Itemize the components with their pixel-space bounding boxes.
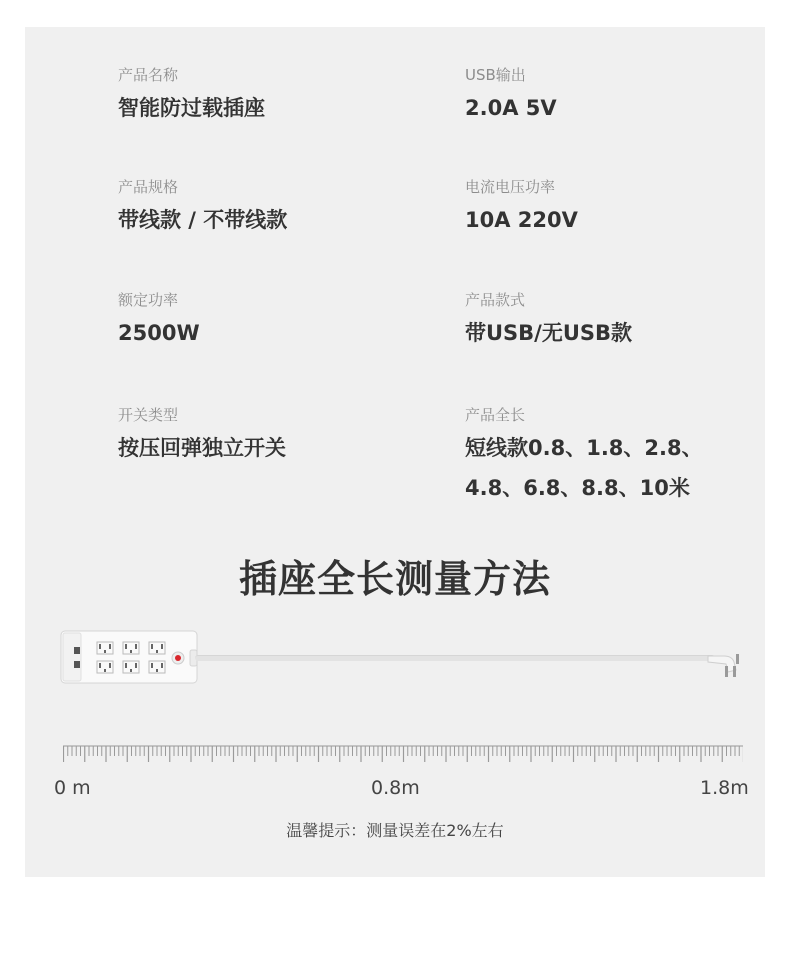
power-strip-illustration — [60, 630, 198, 684]
spec-label: 开关类型 — [118, 406, 179, 424]
spec-rated-power — [118, 290, 200, 346]
spec-value: 智能防过载插座 — [118, 96, 265, 120]
spec-label: USB输出 — [465, 66, 526, 84]
scale-label-start: 0 m — [54, 777, 91, 799]
spec-switch-type — [118, 405, 286, 461]
scale-label-mid: 0.8m — [371, 777, 420, 799]
spec-total-length — [465, 405, 703, 501]
measure-title: 插座全长测量方法 — [238, 557, 551, 601]
measure-note: 温馨提示：测量误差在2%左右 — [286, 821, 504, 840]
scale-label-end: 1.8m — [700, 777, 749, 799]
spec-label: 产品全长 — [465, 406, 526, 424]
spec-label: 产品名称 — [118, 66, 179, 84]
spec-value: 10A 220V — [465, 208, 578, 232]
ruler-scale — [63, 738, 743, 768]
spec-usb-output — [465, 65, 557, 121]
spec-label: 产品款式 — [465, 291, 526, 309]
spec-product-name — [118, 65, 265, 121]
spec-label: 产品规格 — [118, 178, 179, 196]
spec-label: 额定功率 — [118, 291, 179, 309]
spec-value-line2: 4.8、6.8、8.8、10米 — [465, 476, 690, 500]
spec-value: 2500W — [118, 321, 200, 345]
power-cord — [195, 655, 715, 661]
spec-value: 带USB/无USB款 — [465, 321, 633, 345]
spec-value: 带线款 / 不带线款 — [118, 208, 288, 232]
plug-icon — [706, 648, 748, 680]
spec-current-voltage — [465, 177, 578, 233]
spec-value: 短线款0.8、1.8、2.8、 — [465, 436, 703, 460]
spec-value: 按压回弹独立开关 — [118, 436, 286, 460]
spec-product-spec — [118, 177, 287, 233]
spec-product-style — [465, 290, 632, 346]
spec-label: 电流电压功率 — [465, 178, 556, 196]
spec-value: 2.0A 5V — [465, 96, 557, 120]
